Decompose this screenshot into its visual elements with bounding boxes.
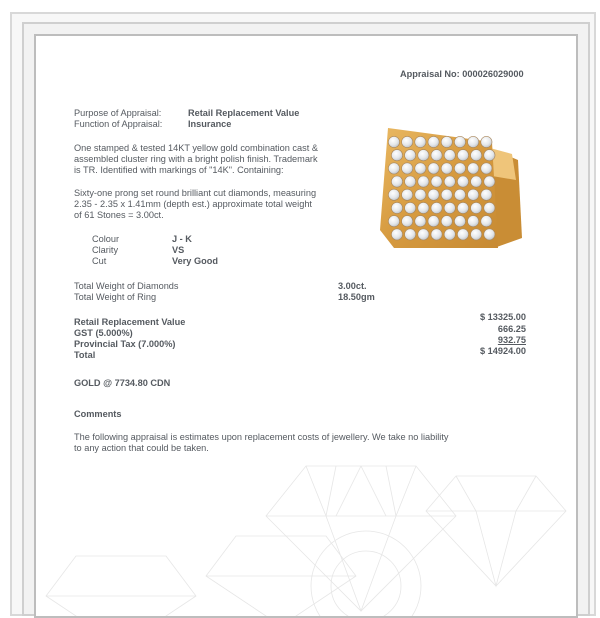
description-line: One stamped & tested 14KT yellow gold combination cast & [74, 143, 318, 153]
comments-line: to any action that could be taken. [74, 443, 209, 453]
purpose-label: Purpose of Appraisal: [74, 108, 162, 118]
description-line: is TR. Identified with markings of "14K". Containing: [74, 165, 284, 175]
diamond-stone [391, 150, 402, 161]
diamond-stone [471, 229, 482, 240]
retail-value-label: Retail Replacement Value [74, 317, 186, 327]
diamond-stone [441, 136, 452, 147]
diamond-stone [402, 163, 413, 174]
diamond-stone [388, 136, 399, 147]
diamond-stone [484, 150, 495, 161]
diamond-stone [431, 202, 442, 213]
ring-photo [372, 120, 524, 260]
diamond-stone [405, 202, 416, 213]
diamond-stone [418, 150, 429, 161]
diamond-stone [391, 176, 402, 187]
diamond-stone [418, 202, 429, 213]
diamond-stone [481, 136, 492, 147]
comments-heading: Comments [74, 409, 122, 419]
ring-weight-label: Total Weight of Ring [74, 292, 157, 302]
diamond-stone [391, 202, 402, 213]
diamond-stone [418, 176, 429, 187]
diamond-stone [468, 216, 479, 227]
diamond-stone [415, 136, 426, 147]
ring-weight-value: 18.50gm [338, 292, 375, 302]
diamond-stone [484, 202, 495, 213]
diamond-stone [441, 216, 452, 227]
diamond-stone [405, 150, 416, 161]
diamond-stone [431, 150, 442, 161]
diamond-stone [391, 229, 402, 240]
diamond-stone [441, 189, 452, 200]
clarity-value: VS [172, 245, 185, 255]
retail-value-amount: $ 13325.00 [480, 312, 526, 322]
diamond-stone [454, 189, 465, 200]
gst-amount: 666.25 [497, 324, 526, 334]
diamond-stone [402, 216, 413, 227]
diamond-watermark-illustration [36, 426, 576, 616]
diamond-stone [468, 136, 479, 147]
diamond-stone [444, 176, 455, 187]
diamond-stone [388, 216, 399, 227]
diamond-stone [405, 229, 416, 240]
diamond-stone [444, 229, 455, 240]
diamond-stone [468, 189, 479, 200]
diamond-stone [428, 216, 439, 227]
stones-description-line: 2.35 - 2.35 x 1.41mm (depth est.) approximate total weight [74, 199, 312, 209]
diamond-stone [444, 150, 455, 161]
gold-price: GOLD @ 7734.80 CDN [74, 378, 171, 388]
diamond-stone [405, 176, 416, 187]
provincial-tax-label: Provincial Tax (7.000%) [74, 339, 176, 349]
diamond-stone [428, 136, 439, 147]
diamond-stone [454, 216, 465, 227]
diamond-stone [481, 189, 492, 200]
diamond-stone [418, 229, 429, 240]
diamond-stone [415, 163, 426, 174]
diamond-weight-value: 3.00ct. [338, 281, 367, 291]
diamond-stone [444, 202, 455, 213]
diamond-stone [471, 150, 482, 161]
function-label: Function of Appraisal: [74, 119, 163, 129]
diamond-stone [481, 216, 492, 227]
description-line: assembled cluster ring with a bright polish finish. Trademark [74, 154, 318, 164]
diamond-stone [471, 202, 482, 213]
diamond-stone [468, 163, 479, 174]
diamond-stone [454, 136, 465, 147]
stones-description-line: Sixty-one prong set round brilliant cut diamonds, measuring [74, 188, 317, 198]
colour-label: Colour [92, 234, 120, 244]
diamond-stone [481, 163, 492, 174]
gst-label: GST (5.000%) [74, 328, 133, 338]
diamond-weight-label: Total Weight of Diamonds [74, 281, 179, 291]
cut-value: Very Good [172, 256, 218, 266]
purpose-value: Retail Replacement Value [188, 108, 300, 118]
total-amount: $ 14924.00 [480, 346, 526, 356]
diamond-stone [457, 229, 468, 240]
diamond-stone [457, 150, 468, 161]
function-value: Insurance [188, 119, 232, 129]
stones-description-line: of 61 Stones = 3.00ct. [74, 210, 164, 220]
diamond-stone [415, 189, 426, 200]
diamond-stone [471, 176, 482, 187]
diamond-stone [484, 229, 495, 240]
appraisal-number: Appraisal No: 000026029000 [400, 69, 524, 79]
diamond-stone [428, 163, 439, 174]
appraisal-document [34, 34, 578, 618]
provincial-tax-amount: 932.75 [497, 335, 526, 345]
diamond-stone [415, 216, 426, 227]
diamond-stone [428, 189, 439, 200]
diamond-stone [431, 176, 442, 187]
diamond-stone [441, 163, 452, 174]
diamond-stone [431, 229, 442, 240]
comments-line: The following appraisal is estimates upon replacement costs of jewellery. We take no liability [74, 432, 449, 442]
clarity-label: Clarity [92, 245, 119, 255]
diamond-stone [457, 176, 468, 187]
diamond-stone [484, 176, 495, 187]
diamond-stone [454, 163, 465, 174]
diamond-stone [388, 189, 399, 200]
diamond-stone [388, 163, 399, 174]
colour-value: J - K [172, 234, 192, 244]
cut-label: Cut [92, 256, 107, 266]
diamond-stone [402, 136, 413, 147]
diamond-stone [402, 189, 413, 200]
total-label: Total [74, 350, 96, 360]
diamond-stone [457, 202, 468, 213]
